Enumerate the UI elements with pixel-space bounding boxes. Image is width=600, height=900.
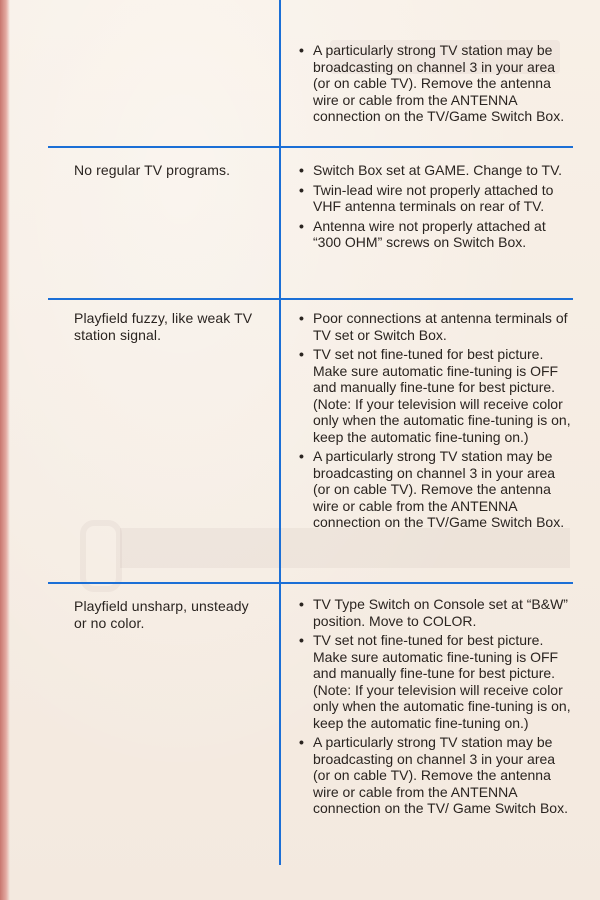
page-edge: [0, 0, 10, 900]
list-item: [299, 596, 574, 629]
cause-list: [299, 162, 574, 254]
table-row-divider: [48, 298, 573, 300]
bullet-icon: •: [299, 448, 304, 464]
table-column-divider: [279, 0, 281, 865]
cause-text: TV Type Switch on Console set at “B&W” position. Move to COLOR.: [313, 596, 568, 629]
list-item: [299, 632, 574, 731]
symptom-text: Playfield fuzzy, like weak TV station signal.: [74, 310, 253, 343]
bullet-icon: •: [299, 734, 304, 750]
cause-text: Switch Box set at GAME. Change to TV.: [313, 162, 563, 178]
cause-text: Poor connections at antenna terminals of TV set or Switch Box.: [313, 310, 568, 343]
bullet-icon: •: [299, 217, 304, 234]
bullet-icon: •: [299, 310, 304, 326]
symptom-text: Playfield unsharp, unsteady or no color.: [74, 598, 249, 631]
bullet-icon: •: [299, 346, 304, 362]
list-item: [299, 734, 574, 817]
list-item: [299, 346, 574, 445]
bullet-icon: •: [299, 596, 304, 612]
table-row-divider: [48, 582, 573, 584]
cause-list: [299, 596, 574, 820]
cause-text: A particularly strong TV station may be broadcasting on channel 3 in your area (or on cable TV). Remove the antenna wire or cable from the ANTENNA connection on the TV/ Game Switch Box.: [313, 734, 568, 816]
list-item: [299, 448, 574, 531]
cause-list: [299, 310, 574, 534]
bullet-icon: •: [299, 181, 304, 198]
cause-text: A particularly strong TV station may be broadcasting on channel 3 in your area (or on cable TV). Remove the antenna wire or cable from the ANTENNA connection on the TV/Game Switch Box.: [313, 42, 565, 124]
list-item: [299, 182, 574, 215]
cause-text: TV set not fine-tuned for best picture. Make sure automatic fine-tuning is OFF and manually fine-tune for best picture. (Note: If your television will receive color only when the automatic fine-tuning is on, keep the automatic fine-tuning on.): [313, 632, 571, 731]
bullet-icon: •: [299, 632, 304, 648]
bleed-through-shape: [120, 528, 570, 568]
bullet-icon: •: [299, 42, 304, 58]
table-row-divider: [48, 146, 573, 148]
bullet-icon: •: [299, 162, 304, 178]
cause-text: A particularly strong TV station may be broadcasting on channel 3 in your area (or on cable TV). Remove the antenna wire or cable from the ANTENNA connection on the TV/Game Switch Box.: [313, 448, 565, 530]
cause-list: [299, 42, 574, 128]
symptom-text: No regular TV programs.: [74, 162, 231, 178]
cause-text: Twin-lead wire not properly attached to VHF antenna terminals on rear of TV.: [313, 181, 554, 214]
list-item: [299, 162, 574, 179]
list-item: [299, 42, 574, 125]
list-item: [299, 218, 574, 251]
cause-text: TV set not fine-tuned for best picture. Make sure automatic fine-tuning is OFF and manually fine-tune for best picture. (Note: If your television will receive color only when the automatic fine-tuning is on, keep the automatic fine-tuning on.): [313, 346, 571, 445]
list-item: [299, 310, 574, 343]
cause-text: Antenna wire not properly attached at “300 OHM” screws on Switch Box.: [313, 217, 546, 250]
